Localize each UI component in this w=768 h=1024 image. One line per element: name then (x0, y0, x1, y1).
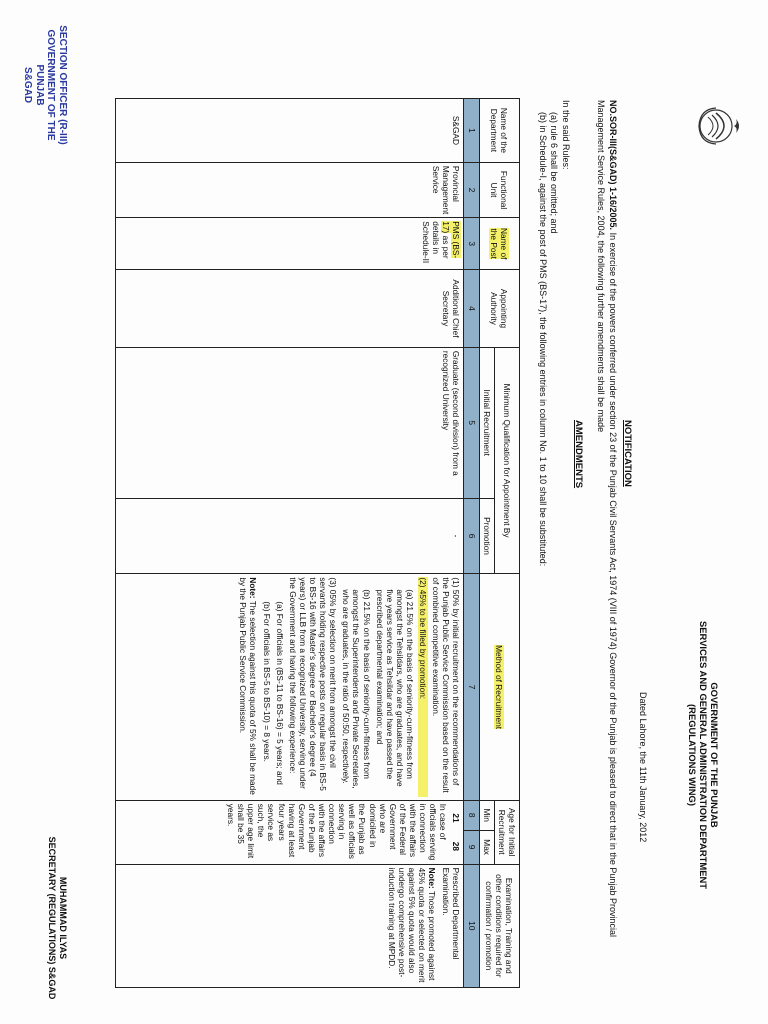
header-functional-unit: Functional Unit (479, 162, 519, 217)
signatory-title: SECRETARY (REGULATIONS) S&GAD (47, 836, 58, 1000)
cell-initial-recruitment: Graduate (second division) from a recognized University (116, 347, 464, 498)
header-age-max: Max (479, 830, 494, 864)
exam-requirement: Prescribed Departmental Examination. (441, 867, 462, 960)
header-department: Name of the Department (479, 99, 519, 163)
header-method-label: Method of Recruitment (494, 645, 505, 730)
stamp-line-3: S&GAD (22, 66, 34, 104)
exam-note-text: Those promoted against 45% quota or selected on merit against 5% quota would also undergo comprehensive post-induction training at MPDD. (386, 867, 438, 983)
signatory-name: MUHAMMAD ILYAS (58, 876, 68, 960)
government-name: GOVERNMENT OF THE PUNJAB (709, 682, 720, 828)
header-method (479, 574, 519, 800)
column-number: 2 (464, 162, 479, 217)
notification-number: NO.SOR-III(S&GAD) 1-16/2005. (608, 100, 618, 231)
exam-note-label: Note: (427, 867, 438, 889)
header-promotion: Promotion (479, 498, 494, 574)
column-number: 9 (464, 830, 479, 864)
age-values (451, 804, 461, 861)
wing-name: (REGULATIONS WING) (686, 704, 698, 806)
cell-method-of-recruitment (116, 574, 464, 800)
method-para-1: (1) 50% by initial recruitment on the recommendations of the Punjab Public Service Commission based on the result of combined competitive examination. (431, 577, 462, 793)
column-number: 3 (464, 218, 479, 270)
method-note-label: Note: (248, 577, 259, 599)
column-number: 1 (464, 99, 479, 163)
said-rules-lead: In the said Rules: (561, 100, 571, 170)
header-appointing-authority: Appointing Authority (479, 270, 519, 348)
method-para-3b: (b) For officials in BS-5 to BS-10) = 8 years. (261, 601, 272, 762)
schedule-table (115, 98, 520, 988)
age-max: 28 (451, 841, 462, 851)
method-para-2b: (b) 21.5% on the basis of seniority-cum-fitness from amongst the Superintendents and Private Secretaries, who are graduates, in the ratio of 50:50, respectively. (341, 589, 372, 789)
department-name: SERVICES AND GENERAL ADMINISTRATION DEPARTMENT (697, 621, 709, 889)
stamp-line-2: GOVERNMENT OF THE PUNJAB (34, 29, 57, 141)
cell-examination (116, 864, 464, 987)
amendments-title: AMENDMENTS (573, 420, 584, 489)
column-number: 4 (464, 270, 479, 348)
method-note-text: The selection against this quota of 5% shall be made by the Punjab Public Service Commission. (238, 577, 259, 795)
secretary-signature (46, 818, 68, 1018)
method-note (238, 577, 258, 796)
column-number: 5 (464, 347, 479, 498)
said-rules (536, 100, 571, 950)
column-number: 10 (464, 864, 479, 987)
stamp-line-1: SECTION OFFICER (R-III) (57, 25, 68, 145)
said-rules-item-a: (a) rule 6 shall be omitted; and (549, 112, 560, 234)
method-para-3a: (a) For officials in (BS-11 to BS-16) = 5 years; and (274, 601, 285, 785)
column-number: 6 (464, 498, 479, 574)
cell-promotion: - (116, 498, 464, 574)
age-note: In case of officials serving in connection with the affairs of the Federal Government who are domiciled in the Punjab as well as officials serving in connection with the affairs of the Punjab Government having at least four years service as such, the upper age limit shall be 35 years. (226, 803, 449, 861)
age-min: 21 (451, 813, 462, 823)
cell-post (116, 218, 464, 270)
cell-post-details: as per details in Schedule-II (421, 221, 452, 264)
date-line: Dated Lahore, the 11th January, 2012 (638, 692, 648, 843)
said-rules-item-b: (b) in Schedule-I, against the post of PMS (BS-17), the following entries in column No. 1 to 10 shall be substituted: (537, 112, 548, 567)
notification-title: NOTIFICATION (622, 420, 633, 487)
method-para-2: (2) 45% to be filled by promotion: (418, 577, 428, 796)
header-post-label: Name of the Post (489, 228, 510, 260)
header-min-qualification: Minimum Qualification for Appointment By (494, 347, 519, 574)
header-examination: Examination, Training and other conditions required for confirmation / promotion (479, 864, 519, 987)
column-number: 7 (464, 574, 479, 800)
notification-intro (595, 100, 618, 955)
method-para-3: (3) 05% by selection on merit from amongst the civil servants holding respective posts on regular basis in BS-5 to BS-16 with Master's degree or Bachelor's degree (4 years) or LLB from a recognized University, serving under the Government and having the following experience: (287, 577, 339, 791)
column-number-row (464, 99, 479, 988)
government-header (687, 610, 720, 900)
cell-department: S&GAD (116, 99, 464, 163)
cell-age (116, 800, 464, 864)
cell-appointing-authority: Additional Chief Secretary (116, 270, 464, 348)
punjab-crest-icon (694, 95, 746, 157)
header-age-min: Min (479, 800, 494, 830)
table-header-row (494, 99, 519, 988)
cell-functional-unit: Provincial Management Service (116, 162, 464, 217)
column-number: 8 (464, 800, 479, 830)
section-officer-stamp (22, 10, 68, 160)
exam-note (387, 868, 438, 984)
notification-text: In exercise of the powers conferred under section 23 of the Punjab Civil Servants Act, 1974 (VIII of 1974) Governor of the Punjab is pleased to direct that in the Punjab Provincial Management Service Rules, 2004, the following further amendments shall be made (596, 100, 618, 937)
table-row (116, 99, 464, 988)
method-para-2a: (a) 21.5% on the basis of seniority-cum-fitness from amongst the Tehsildars, who are graduates, and have five years service as Tehsildar and have passed the prescribed departmental examination; and (374, 589, 415, 787)
header-initial-recruitment: Initial Recruitment (479, 347, 494, 498)
header-post (479, 218, 519, 270)
cell-post-grade: PMS (BS-17) (441, 221, 462, 259)
header-age: Age for Initial Recruitment (494, 800, 519, 864)
